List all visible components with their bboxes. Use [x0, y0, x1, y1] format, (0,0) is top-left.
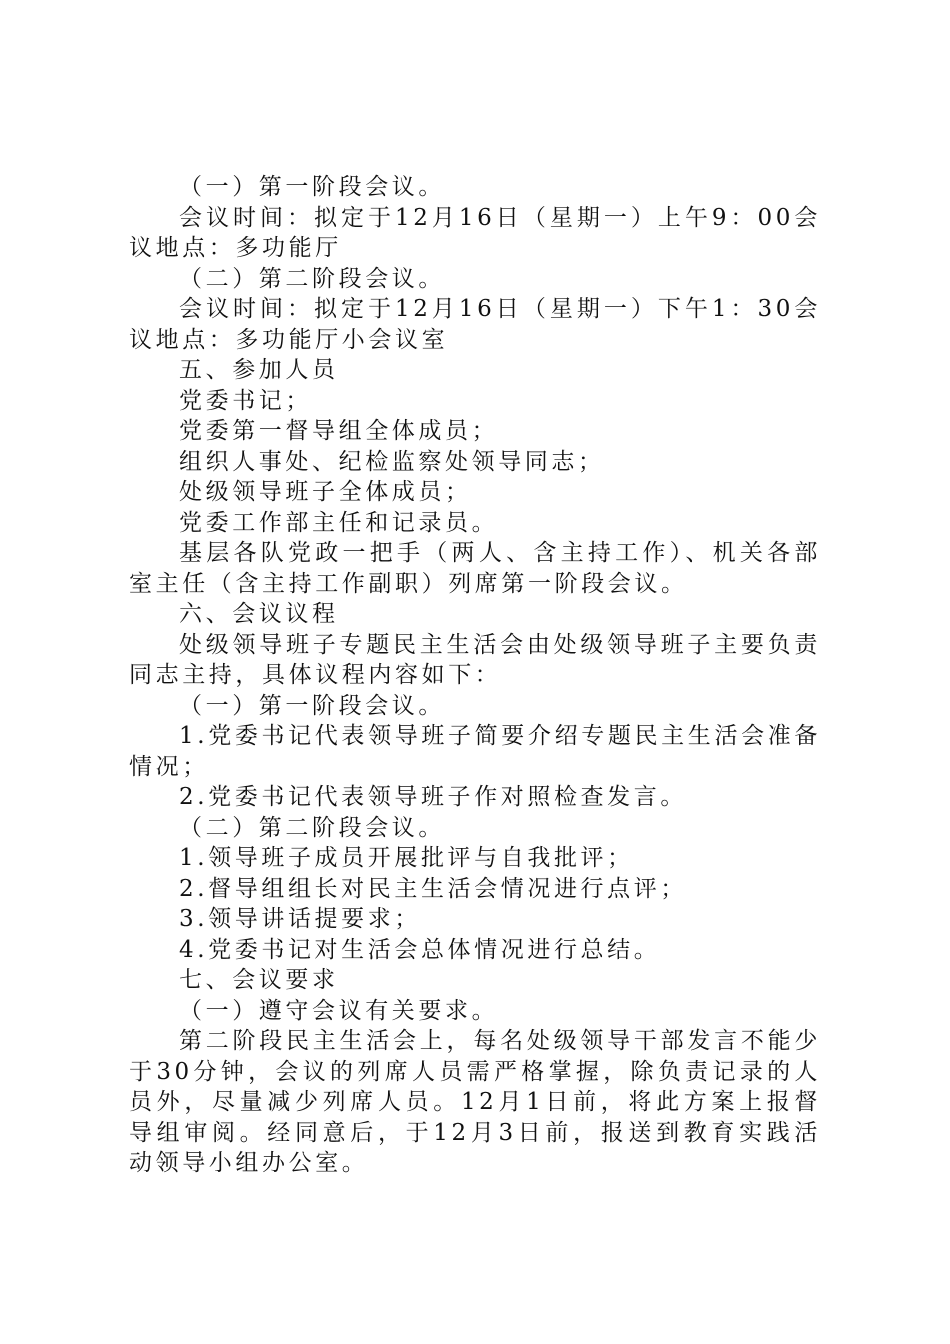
attendee-item: 党委书记；: [179, 387, 312, 414]
agenda-stage-one-heading: （一）第一阶段会议。: [179, 692, 445, 719]
agenda-stage-two-heading: （二）第二阶段会议。: [179, 814, 445, 841]
section-attendees-heading: 五、参加人员: [179, 357, 339, 383]
stage-two-heading: （二）第二阶段会议。: [179, 265, 445, 292]
agenda-item: 3.领导讲话提要求；: [179, 906, 421, 932]
attendee-item: 党委工作部主任和记录员。: [179, 509, 499, 536]
observer-note: 基层各队党政一把手（两人、含主持工作）、机关各部室主任（含主持工作副职）列席第一阶段会议。: [129, 540, 821, 597]
stage-one-time: 会议时间：拟定于12月16日（星期一）上午9：00会议地点：多功能厅: [129, 204, 821, 261]
attendee-item: 组织人事处、纪检监察处领导同志；: [179, 448, 605, 475]
agenda-item: 2.党委书记代表领导班子作对照检查发言。: [179, 784, 687, 810]
section-agenda-heading: 六、会议议程: [179, 601, 339, 627]
agenda-intro: 处级领导班子专题民主生活会由处级领导班子主要负责同志主持，具体议程内容如下：: [129, 631, 821, 688]
attendee-item: 党委第一督导组全体成员；: [179, 418, 499, 444]
agenda-item: 1.党委书记代表领导班子简要介绍专题民主生活会准备情况；: [129, 723, 821, 780]
requirement-body: 第二阶段民主生活会上，每名处级领导干部发言不能少于30分钟，会议的列席人员需严格掌握，除负责记录的人员外，尽量减少列席人员。12月1日前，将此方案上报督导组审阅。经同意后，于12月3日前，报送到教育实践活动领导小组办公室。: [129, 1028, 821, 1176]
agenda-item: 4.党委书记对生活会总体情况进行总结。: [179, 936, 661, 963]
agenda-item: 1.领导班子成员开展批评与自我批评；: [179, 845, 634, 871]
agenda-item: 2.督导组组长对民主生活会情况进行点评；: [179, 875, 687, 902]
document-body: [129, 172, 821, 1179]
requirement-subheading: （一）遵守会议有关要求。: [179, 997, 499, 1024]
stage-one-heading: （一）第一阶段会议。: [179, 174, 445, 200]
attendee-item: 处级领导班子全体成员；: [179, 479, 472, 505]
section-requirements-heading: 七、会议要求: [179, 967, 339, 993]
stage-two-time: 会议时间：拟定于12月16日（星期一）下午1：30会议地点：多功能厅小会议室: [129, 296, 821, 353]
